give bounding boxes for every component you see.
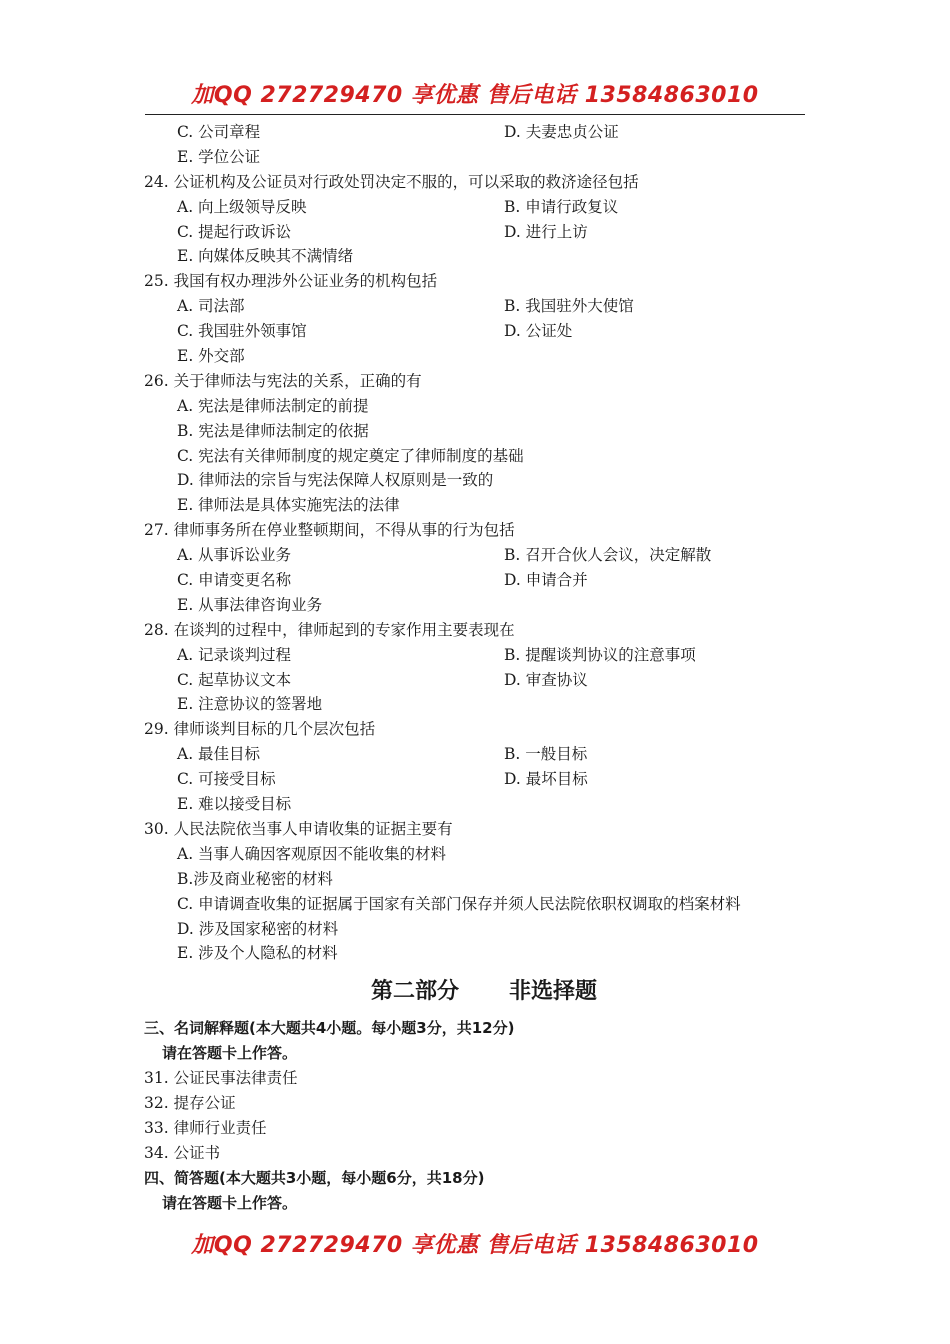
option: B.涉及商业秘密的材料 (177, 869, 333, 888)
question-24: 24. 公证机构及公证员对行政处罚决定不服的，可以采取的救济途径包括 (144, 172, 639, 191)
option: D. 律师法的宗旨与宪法保障人权原则是一致的 (177, 471, 494, 490)
option-row (144, 220, 824, 245)
question-34: 34. 公证书 (144, 1143, 221, 1162)
option: A. 记录谈判过程 (177, 645, 292, 664)
option: D. 进行上访 (504, 222, 588, 241)
option: A. 最佳目标 (177, 745, 261, 764)
option: C. 公司章程 (177, 123, 261, 141)
option: E. 律师法是具体实施宪法的法律 (177, 496, 400, 515)
option: C. 可接受目标 (177, 770, 276, 789)
option: C. 宪法有关律师制度的规定奠定了律师制度的基础 (177, 446, 524, 465)
option: A. 向上级领导反映 (177, 197, 307, 216)
option-row (144, 767, 824, 792)
option-row (144, 792, 824, 817)
question-29: 29. 律师谈判目标的几个层次包括 (144, 720, 376, 739)
option: C. 我国驻外领事馆 (177, 322, 307, 341)
section-four-heading: 四、简答题(本大题共3小题，每小题6分，共18分) (144, 1168, 485, 1187)
option-row (144, 568, 824, 593)
option: C. 起草协议文本 (177, 670, 292, 689)
question-28: 28. 在谈判的过程中，律师起到的专家作用主要表现在 (144, 620, 515, 639)
question-32: 32. 提存公证 (144, 1093, 236, 1112)
option: D. 审查协议 (504, 670, 588, 689)
option: C. 申请调查收集的证据属于国家有关部门保存并须人民法院依职权调取的档案材料 (177, 894, 741, 913)
option-row (144, 668, 824, 693)
option-row (144, 493, 824, 518)
option-row (144, 319, 824, 344)
option: A. 当事人确因客观原因不能收集的材料 (177, 844, 447, 863)
option-row (144, 244, 824, 269)
option-row (144, 444, 824, 469)
section-three-heading: 三、名词解释题(本大题共4小题。每小题3分，共12分) (144, 1019, 515, 1038)
question-27: 27. 律师事务所在停业整顿期间，不得从事的行为包括 (144, 521, 515, 540)
option: B. 我国驻外大使馆 (504, 297, 634, 316)
exam-content (144, 120, 824, 1215)
option-row (144, 394, 824, 419)
option-row (144, 867, 824, 892)
option-row (144, 120, 824, 145)
section-four-instruction: 请在答题卡上作答。 (162, 1193, 298, 1212)
option: A. 宪法是律师法制定的前提 (177, 396, 369, 415)
option: C. 申请变更名称 (177, 571, 292, 590)
promo-banner-top: 加QQ 272729470 享优惠 售后电话 13584863010 (191, 83, 759, 108)
option-row (144, 742, 824, 767)
option-row (144, 344, 824, 369)
option: A. 司法部 (177, 297, 245, 316)
option-row (144, 195, 824, 220)
option: D. 最坏目标 (504, 770, 588, 789)
option: B. 一般目标 (504, 745, 588, 764)
option-row (144, 842, 824, 867)
question-31: 31. 公证民事法律责任 (144, 1069, 298, 1088)
option: D. 申请合并 (504, 571, 588, 590)
option-row (144, 643, 824, 668)
option-row (144, 593, 824, 618)
option: B. 召开合伙人会议，决定解散 (504, 546, 712, 565)
option-row (144, 294, 824, 319)
question-30: 30. 人民法院依当事人申请收集的证据主要有 (144, 819, 453, 838)
option: D. 夫妻忠贞公证 (504, 123, 619, 141)
option: B. 提醒谈判协议的注意事项 (504, 645, 696, 664)
part-two-title (144, 968, 824, 1016)
option-row (144, 419, 824, 444)
option: C. 提起行政诉讼 (177, 222, 292, 241)
question-25: 25. 我国有权办理涉外公证业务的机构包括 (144, 272, 438, 291)
option: D. 公证处 (504, 322, 573, 341)
option: A. 从事诉讼业务 (177, 546, 292, 565)
promo-banner-bottom: 加QQ 272729470 享优惠 售后电话 13584863010 (191, 1233, 759, 1258)
option: E. 学位公证 (177, 147, 261, 166)
option: B. 宪法是律师法制定的依据 (177, 421, 369, 440)
option: D. 涉及国家秘密的材料 (177, 919, 339, 938)
option: E. 涉及个人隐私的材料 (177, 944, 338, 963)
option-row (144, 892, 824, 917)
option: E. 外交部 (177, 347, 245, 366)
question-33: 33. 律师行业责任 (144, 1118, 267, 1137)
option-row (144, 941, 824, 966)
option: B. 申请行政复议 (504, 197, 619, 216)
option-row (144, 468, 824, 493)
option: E. 从事法律咨询业务 (177, 595, 323, 614)
option-row (144, 543, 824, 568)
section-three-instruction: 请在答题卡上作答。 (162, 1044, 298, 1063)
part-two-label: 第二部分 (370, 979, 459, 1005)
option: E. 注意协议的签署地 (177, 695, 323, 714)
part-two-subtitle: 非选择题 (509, 979, 598, 1005)
option-row (144, 145, 824, 170)
option-row (144, 917, 824, 942)
question-26: 26. 关于律师法与宪法的关系，正确的有 (144, 371, 422, 390)
option-row (144, 692, 824, 717)
header-rule (145, 114, 805, 115)
option: E. 向媒体反映其不满情绪 (177, 247, 354, 266)
option: E. 难以接受目标 (177, 795, 292, 814)
